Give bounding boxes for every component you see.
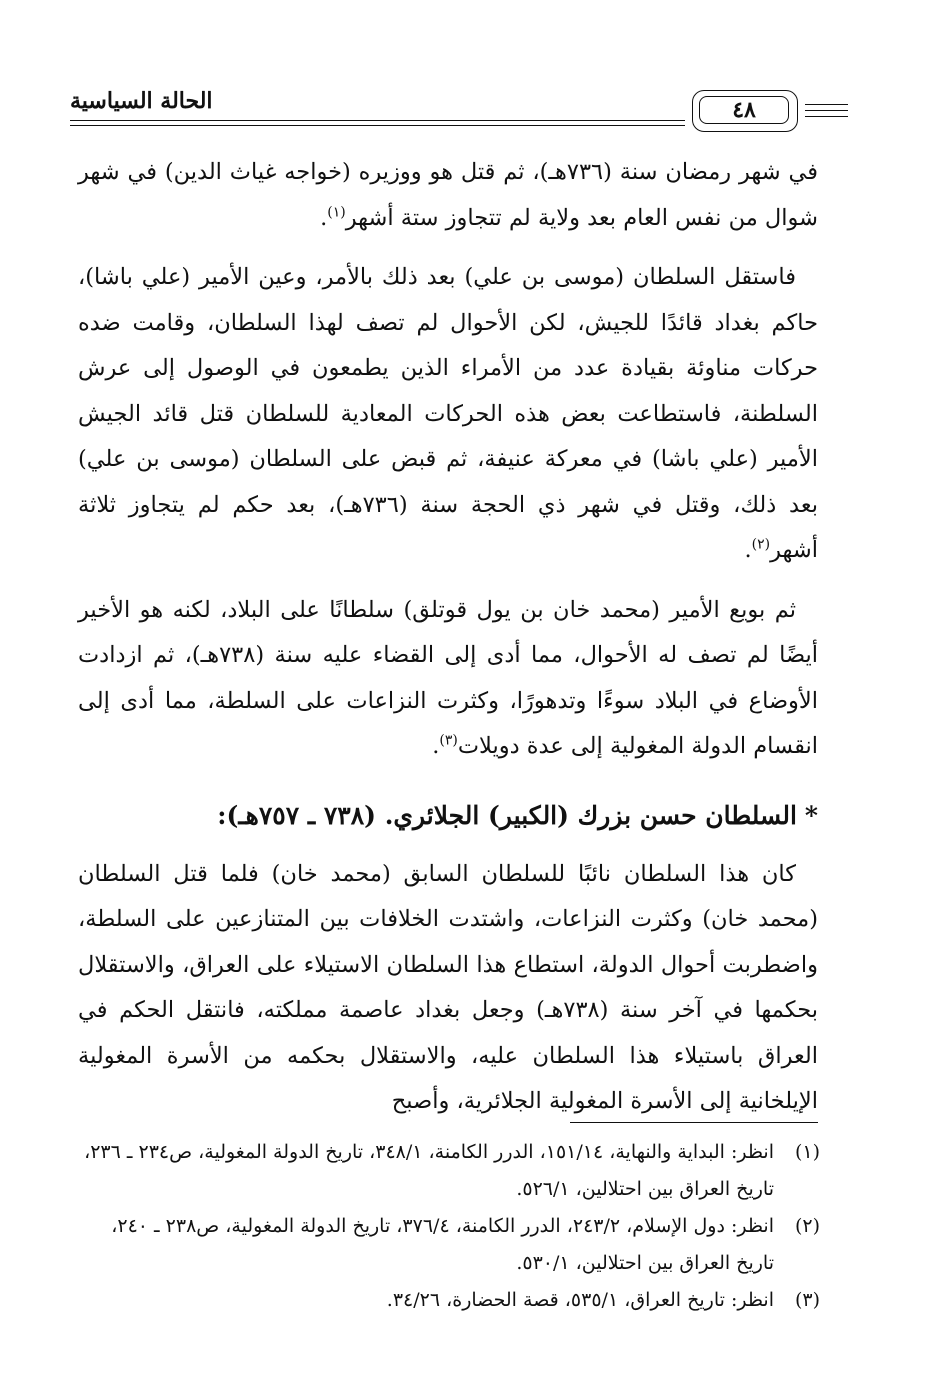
footnote [78,1208,820,1282]
header-ornament-line [805,116,848,117]
footnote [78,1282,820,1319]
section-heading-text: السلطان حسن بزرك (الكبير) الجلائري. (٧٣٨ ـ ٧٥٧هـ): [217,800,797,830]
header-ornament-line [805,110,848,111]
footnote-text: انظر: تاريخ العراق، ٥٣٥/١، قصة الحضارة، ٣٤/٢٦. [386,1289,774,1311]
header-ornament-line [805,104,848,105]
paragraph [78,255,818,574]
footnote-number: (٣) [794,1289,820,1311]
footnote [78,1134,820,1208]
sentence-end: . [432,733,440,759]
paragraph [78,150,818,241]
footnote-text: انظر: دول الإسلام، ٢٤٣/٢، الدرر الكامنة، ٣٧٦/٤، تاريخ الدولة المغولية، ص٢٣٨ ـ ٢٤٠، تاريخ العراق بين احتلالين، ٥٣٠/١. [111,1215,774,1274]
header-rule [70,120,685,121]
paragraph-text: ثم بويع الأمير (محمد خان بن يول قوتلق) سلطانًا على البلاد، لكنه هو الأخير أيضًا لم تصف له الأحوال، مما أدى إلى القضاء عليه سنة (٧٣٨هـ)، ثم ازدادت الأوضاع في البلاد سوءًا وتدهورًا، وكثرت النزاعات على السلطة، مما أدى إلى انقسام الدولة المغولية إلى عدة دويلات [78,596,818,759]
footnote-ref: (٣) [439,732,458,749]
footnote-separator [570,1122,818,1123]
sentence-end: . [320,204,328,231]
header-rule [70,125,685,126]
page-number: ٤٨ [699,96,789,124]
page-number-frame [692,90,798,132]
paragraph [78,852,818,1125]
body-text [78,150,818,1125]
footnote-ref: (١) [327,204,346,220]
sentence-end: . [744,537,752,563]
chapter-title: الحالة السياسية [70,88,213,114]
running-header [70,80,870,130]
paragraph-text: كان هذا السلطان نائبًا للسلطان السابق (محمد خان) فلما قتل السلطان (محمد خان) وكثرت النزاعات، واشتدت الخلافات بين المتنازعين على السلطة، واضطربت أحوال الدولة، استطاع هذا السلطان الاستيلاء على العراق، والاستقلال بحكمها في آخر سنة (٧٣٨هـ) وجعل بغداد عاصمة مملكته، فانتقل الحكم في العراق باستيلاء هذا السلطان عليه، والاستقلال بحكمه من الأسرة المغولية الإيلخانية إلى الأسرة المغولية الجلائرية، وأصبح [78,860,818,1114]
star-bullet: * [804,800,818,830]
paragraph-text: فاستقل السلطان (موسى بن علي) بعد ذلك بالأمر، وعين الأمير (علي باشا)، حاكم بغداد قائدًا للجيش، لكن الأحوال لم تصف لهذا السلطان، وقامت ضده حركات مناوئة بقيادة عدد من الأمراء الذين يطمعون في الوصول إلى عرش السلطنة، فاستطاعت بعض هذه الحركات المعادية للسلطان قتل قائد الجيش الأمير (علي باشا) في معركة عنيفة، ثم قبض على السلطان (موسى بن علي) بعد ذلك، وقتل في شهر ذي الحجة سنة (٧٣٦هـ)، بعد حكم لم يتجاوز ثلاثة أشهر [78,264,818,563]
footnote-text: انظر: البداية والنهاية، ١٥١/١٤، الدرر الكامنة، ٣٤٨/١، تاريخ الدولة المغولية، ص٢٣٤ ـ ٢٣٦، تاريخ العراق بين احتلالين، ٥٢٦/١. [84,1141,774,1200]
footnotes [78,1134,820,1319]
section-heading [78,792,818,840]
footnote-number: (٢) [794,1215,820,1237]
paragraph-text: في شهر رمضان سنة (٧٣٦هـ)، ثم قتل هو ووزيره (خواجه غياث الدين) في شهر شوال من نفس العام بعد ولاية لم تتجاوز ستة أشهر [78,159,818,231]
footnote-number: (١) [794,1141,820,1163]
paragraph [78,588,818,770]
footnote-ref: (٢) [751,536,771,553]
